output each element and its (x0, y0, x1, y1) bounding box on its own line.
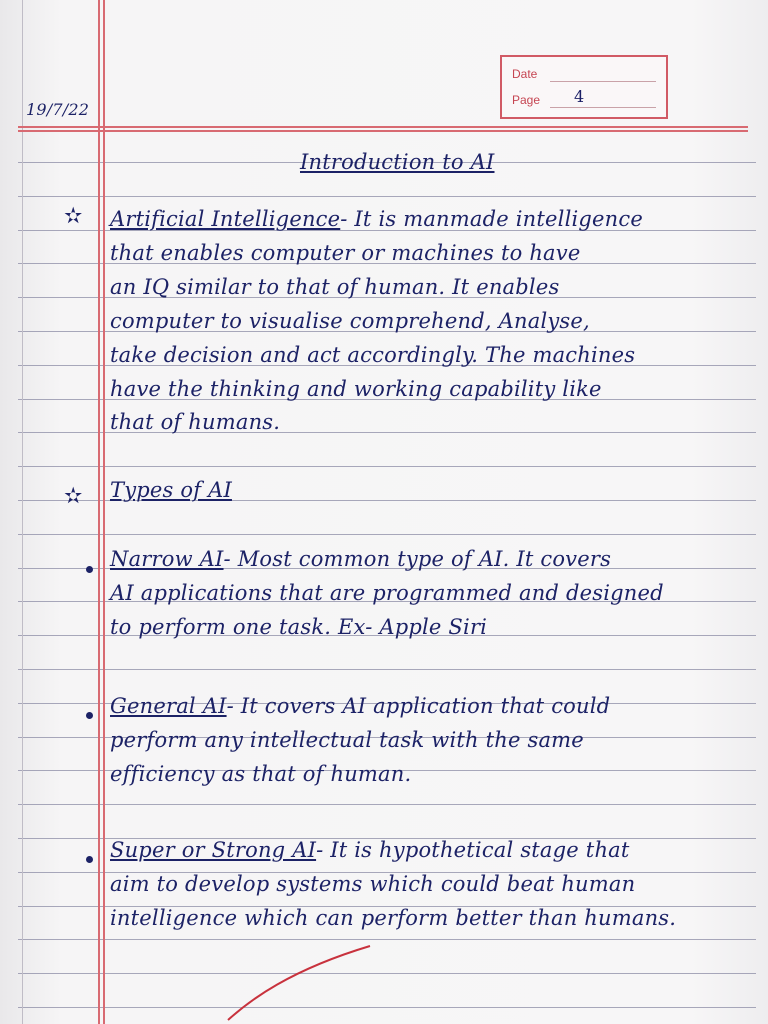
date-label-row (512, 67, 548, 81)
section1-line: that of humans. (110, 410, 281, 434)
bullet-text: - It is hypothetical stage that (316, 838, 630, 862)
page-underline (550, 107, 656, 108)
bullet-text: - It covers AI application that could (226, 694, 611, 718)
section1-first-line-rest: - It is manmade intelligence (340, 207, 643, 231)
section2-heading: Types of AI (110, 478, 232, 502)
bullet-dot-icon (86, 566, 93, 573)
bullet-line: to perform one task. Ex- Apple Siri (110, 615, 488, 639)
bullet-first-line (110, 547, 611, 571)
bullet-line: perform any intellectual task with the same (110, 728, 584, 752)
bullet-line: intelligence which can perform better than humans. (110, 906, 677, 930)
date-label: Date (512, 67, 538, 81)
page-label-row (512, 93, 548, 107)
margin-date: 19/7/22 (26, 100, 90, 119)
bullet-term: Narrow AI (110, 547, 224, 571)
left-margin-line (98, 0, 100, 1024)
bullet-text: - Most common type of AI. It covers (223, 547, 612, 571)
bullet-dot-icon (86, 856, 93, 863)
red-check-mark (220, 940, 380, 1024)
section1-line: computer to visualise comprehend, Analyse, (110, 309, 590, 333)
bullet-term: General AI (110, 694, 227, 718)
section1-line: that enables computer or machines to have (110, 241, 581, 265)
section1-line: have the thinking and working capability like (110, 377, 602, 401)
left-margin-line-2 (103, 0, 105, 1024)
star-bullet-icon: ✫ (64, 204, 83, 229)
page-label: Page (512, 93, 541, 107)
page-left-edge (22, 0, 23, 1024)
section1-heading: Artificial Intelligence (110, 207, 341, 231)
section1-first-line (110, 207, 643, 231)
bullet-line: AI applications that are programmed and designed (110, 581, 664, 605)
bullet-dot-icon (86, 712, 93, 719)
bullet-line: aim to develop systems which could beat human (110, 872, 636, 896)
top-margin-line-2 (18, 130, 748, 132)
top-margin-line (18, 126, 748, 128)
date-underline (550, 81, 656, 82)
bullet-term: Super or Strong AI (110, 838, 317, 862)
page-number: 4 (574, 87, 585, 106)
section1-line: take decision and act accordingly. The machines (110, 343, 636, 367)
date-page-box (500, 55, 668, 119)
star-bullet-icon: ✫ (64, 484, 83, 509)
bullet-first-line (110, 838, 630, 862)
bullet-first-line (110, 694, 610, 718)
page-title: Introduction to AI (300, 150, 495, 174)
section1-line: an IQ similar to that of human. It enables (110, 275, 560, 299)
bullet-line: efficiency as that of human. (110, 762, 412, 786)
